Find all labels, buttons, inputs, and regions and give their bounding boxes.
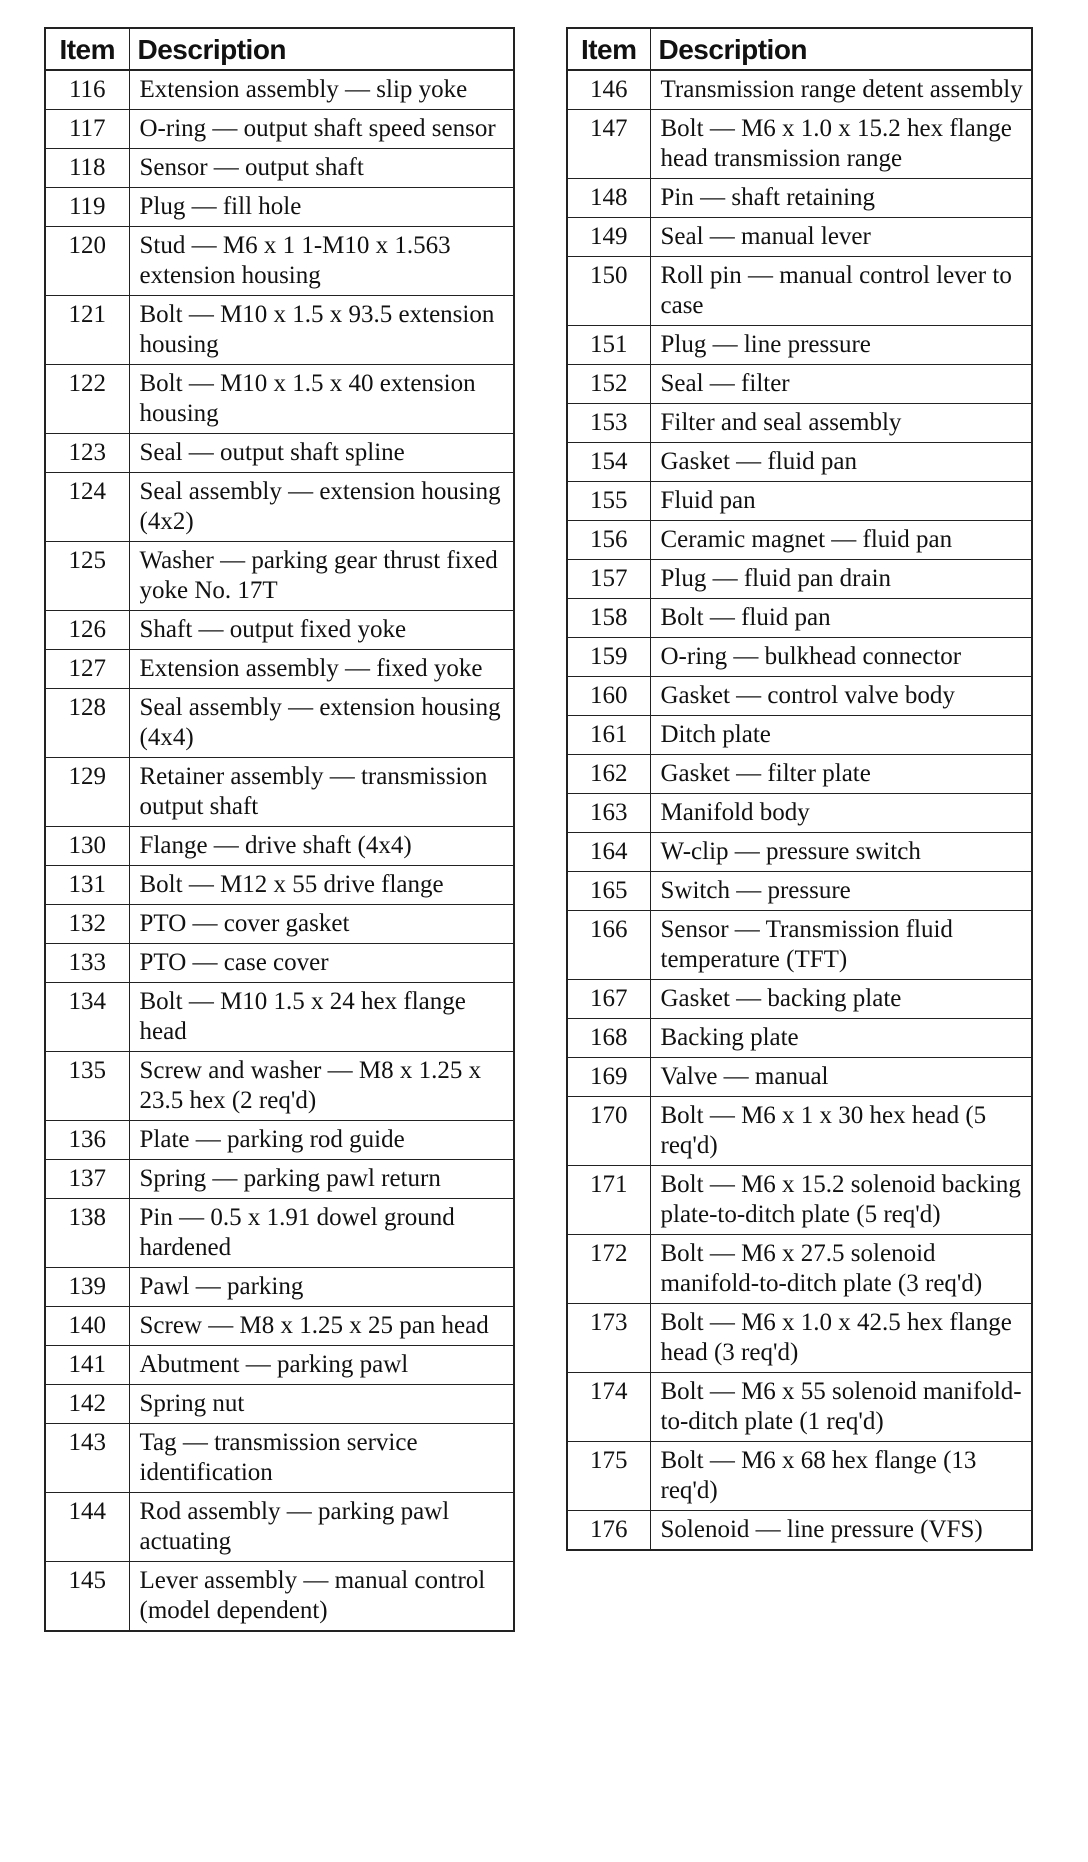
parts-table-right <box>566 27 1033 1551</box>
description-cell: Seal assembly — extension housing (4x2) <box>129 473 514 542</box>
item-number-cell: 163 <box>567 794 650 833</box>
item-number-cell: 141 <box>45 1346 129 1385</box>
description-cell: PTO — cover gasket <box>129 905 514 944</box>
table-row <box>45 1121 514 1160</box>
item-number-cell: 169 <box>567 1058 650 1097</box>
description-cell: Seal assembly — extension housing (4x4) <box>129 689 514 758</box>
item-number-cell: 126 <box>45 611 129 650</box>
table-row <box>45 188 514 227</box>
description-cell: Roll pin — manual control lever to case <box>650 257 1032 326</box>
table-row <box>45 983 514 1052</box>
item-number-cell: 171 <box>567 1166 650 1235</box>
item-number-cell: 147 <box>567 110 650 179</box>
table-row <box>567 482 1032 521</box>
description-cell: Backing plate <box>650 1019 1032 1058</box>
item-number-cell: 168 <box>567 1019 650 1058</box>
description-cell: Gasket — filter plate <box>650 755 1032 794</box>
table-row <box>45 70 514 110</box>
description-cell: Retainer assembly — transmission output shaft <box>129 758 514 827</box>
item-number-cell: 158 <box>567 599 650 638</box>
description-column-header: Description <box>650 28 1032 70</box>
item-number-cell: 122 <box>45 365 129 434</box>
description-cell: Spring nut <box>129 1385 514 1424</box>
description-cell: Valve — manual <box>650 1058 1032 1097</box>
table-header-row <box>567 28 1032 70</box>
description-column-header: Description <box>129 28 514 70</box>
table-row <box>567 70 1032 110</box>
table-row <box>567 1442 1032 1511</box>
description-cell: Bolt — M6 x 68 hex flange (13 req'd) <box>650 1442 1032 1511</box>
description-cell: Ceramic magnet — fluid pan <box>650 521 1032 560</box>
table-row <box>45 689 514 758</box>
table-row <box>45 827 514 866</box>
item-number-cell: 136 <box>45 1121 129 1160</box>
description-cell: Seal — manual lever <box>650 218 1032 257</box>
table-row <box>567 1097 1032 1166</box>
item-number-cell: 132 <box>45 905 129 944</box>
description-cell: Bolt — M12 x 55 drive flange <box>129 866 514 905</box>
table-row <box>45 296 514 365</box>
item-number-cell: 160 <box>567 677 650 716</box>
table-row <box>567 872 1032 911</box>
item-number-cell: 124 <box>45 473 129 542</box>
table-row <box>567 1511 1032 1551</box>
table-row <box>567 521 1032 560</box>
table-row <box>45 434 514 473</box>
item-number-cell: 156 <box>567 521 650 560</box>
table-row <box>567 716 1032 755</box>
description-cell: Bolt — M10 1.5 x 24 hex flange head <box>129 983 514 1052</box>
item-number-cell: 155 <box>567 482 650 521</box>
description-cell: Gasket — fluid pan <box>650 443 1032 482</box>
description-cell: Stud — M6 x 1 1-M10 x 1.563 extension housing <box>129 227 514 296</box>
item-number-cell: 162 <box>567 755 650 794</box>
item-number-cell: 143 <box>45 1424 129 1493</box>
item-number-cell: 140 <box>45 1307 129 1346</box>
description-cell: O-ring — bulkhead connector <box>650 638 1032 677</box>
item-number-cell: 164 <box>567 833 650 872</box>
item-number-cell: 167 <box>567 980 650 1019</box>
item-number-cell: 116 <box>45 70 129 110</box>
item-number-cell: 125 <box>45 542 129 611</box>
description-cell: Spring — parking pawl return <box>129 1160 514 1199</box>
description-cell: Pin — shaft retaining <box>650 179 1032 218</box>
parts-table-left <box>44 27 515 1632</box>
item-number-cell: 131 <box>45 866 129 905</box>
item-number-cell: 172 <box>567 1235 650 1304</box>
description-cell: Flange — drive shaft (4x4) <box>129 827 514 866</box>
table-row <box>567 980 1032 1019</box>
item-number-cell: 130 <box>45 827 129 866</box>
description-cell: Bolt — M6 x 55 solenoid manifold-to-ditch plate (1 req'd) <box>650 1373 1032 1442</box>
item-number-cell: 157 <box>567 560 650 599</box>
table-row <box>45 149 514 188</box>
description-cell: Lever assembly — manual control (model dependent) <box>129 1562 514 1632</box>
item-number-cell: 121 <box>45 296 129 365</box>
description-cell: Extension assembly — slip yoke <box>129 70 514 110</box>
description-cell: Bolt — M10 x 1.5 x 40 extension housing <box>129 365 514 434</box>
table-header-row <box>45 28 514 70</box>
description-cell: Gasket — control valve body <box>650 677 1032 716</box>
item-number-cell: 153 <box>567 404 650 443</box>
table-row <box>567 1235 1032 1304</box>
description-cell: Fluid pan <box>650 482 1032 521</box>
description-cell: O-ring — output shaft speed sensor <box>129 110 514 149</box>
description-cell: Filter and seal assembly <box>650 404 1032 443</box>
table-row <box>567 1058 1032 1097</box>
item-number-cell: 128 <box>45 689 129 758</box>
item-number-cell: 134 <box>45 983 129 1052</box>
item-number-cell: 123 <box>45 434 129 473</box>
table-row <box>45 473 514 542</box>
table-row <box>567 599 1032 638</box>
item-number-cell: 146 <box>567 70 650 110</box>
item-number-cell: 133 <box>45 944 129 983</box>
table-row <box>567 443 1032 482</box>
description-cell: Bolt — M6 x 1 x 30 hex head (5 req'd) <box>650 1097 1032 1166</box>
description-cell: Tag — transmission service identification <box>129 1424 514 1493</box>
table-row <box>45 905 514 944</box>
description-cell: Bolt — M6 x 15.2 solenoid backing plate-to-ditch plate (5 req'd) <box>650 1166 1032 1235</box>
table-row <box>45 1199 514 1268</box>
description-cell: Pawl — parking <box>129 1268 514 1307</box>
description-cell: Screw — M8 x 1.25 x 25 pan head <box>129 1307 514 1346</box>
table-row <box>45 1493 514 1562</box>
description-cell: Gasket — backing plate <box>650 980 1032 1019</box>
description-cell: Ditch plate <box>650 716 1032 755</box>
item-number-cell: 145 <box>45 1562 129 1632</box>
item-number-cell: 166 <box>567 911 650 980</box>
item-number-cell: 144 <box>45 1493 129 1562</box>
item-number-cell: 159 <box>567 638 650 677</box>
table-row <box>45 1385 514 1424</box>
description-cell: Bolt — M6 x 1.0 x 15.2 hex flange head transmission range <box>650 110 1032 179</box>
description-cell: Rod assembly — parking pawl actuating <box>129 1493 514 1562</box>
description-cell: Seal — filter <box>650 365 1032 404</box>
table-row <box>45 1307 514 1346</box>
table-row <box>45 758 514 827</box>
item-number-cell: 135 <box>45 1052 129 1121</box>
table-row <box>567 638 1032 677</box>
item-number-cell: 127 <box>45 650 129 689</box>
table-row <box>45 110 514 149</box>
table-row <box>567 110 1032 179</box>
item-number-cell: 120 <box>45 227 129 296</box>
table-row <box>45 1052 514 1121</box>
table-row <box>45 866 514 905</box>
description-cell: Plug — fill hole <box>129 188 514 227</box>
item-number-cell: 152 <box>567 365 650 404</box>
table-row <box>45 1160 514 1199</box>
table-row <box>567 1019 1032 1058</box>
table-row <box>567 257 1032 326</box>
description-cell: Bolt — fluid pan <box>650 599 1032 638</box>
table-row <box>567 911 1032 980</box>
description-cell: Washer — parking gear thrust fixed yoke No. 17T <box>129 542 514 611</box>
description-cell: Bolt — M6 x 27.5 solenoid manifold-to-ditch plate (3 req'd) <box>650 1235 1032 1304</box>
item-number-cell: 176 <box>567 1511 650 1551</box>
item-number-cell: 118 <box>45 149 129 188</box>
table-row <box>45 542 514 611</box>
item-number-cell: 170 <box>567 1097 650 1166</box>
table-row <box>45 1268 514 1307</box>
description-cell: Transmission range detent assembly <box>650 70 1032 110</box>
table-row <box>45 365 514 434</box>
item-number-cell: 150 <box>567 257 650 326</box>
table-row <box>567 1166 1032 1235</box>
description-cell: Abutment — parking pawl <box>129 1346 514 1385</box>
item-number-cell: 161 <box>567 716 650 755</box>
description-cell: Extension assembly — fixed yoke <box>129 650 514 689</box>
table-row <box>567 365 1032 404</box>
table-row <box>45 1346 514 1385</box>
description-cell: Bolt — M10 x 1.5 x 93.5 extension housing <box>129 296 514 365</box>
description-cell: Solenoid — line pressure (VFS) <box>650 1511 1032 1551</box>
description-cell: Sensor — Transmission fluid temperature (TFT) <box>650 911 1032 980</box>
description-cell: Manifold body <box>650 794 1032 833</box>
item-number-cell: 129 <box>45 758 129 827</box>
item-number-cell: 165 <box>567 872 650 911</box>
item-number-cell: 151 <box>567 326 650 365</box>
description-cell: Screw and washer — M8 x 1.25 x 23.5 hex (2 req'd) <box>129 1052 514 1121</box>
item-number-cell: 154 <box>567 443 650 482</box>
description-cell: Bolt — M6 x 1.0 x 42.5 hex flange head (3 req'd) <box>650 1304 1032 1373</box>
item-number-cell: 175 <box>567 1442 650 1511</box>
table-row <box>567 560 1032 599</box>
item-number-cell: 173 <box>567 1304 650 1373</box>
table-row <box>45 1424 514 1493</box>
description-cell: Plug — line pressure <box>650 326 1032 365</box>
table-row <box>45 944 514 983</box>
item-number-cell: 142 <box>45 1385 129 1424</box>
description-cell: Shaft — output fixed yoke <box>129 611 514 650</box>
table-row <box>567 404 1032 443</box>
table-row <box>567 794 1032 833</box>
item-column-header: Item <box>567 28 650 70</box>
item-number-cell: 149 <box>567 218 650 257</box>
item-number-cell: 174 <box>567 1373 650 1442</box>
item-number-cell: 139 <box>45 1268 129 1307</box>
description-cell: Plug — fluid pan drain <box>650 560 1032 599</box>
item-number-cell: 148 <box>567 179 650 218</box>
item-number-cell: 119 <box>45 188 129 227</box>
table-row <box>45 650 514 689</box>
table-row <box>45 611 514 650</box>
description-cell: Pin — 0.5 x 1.91 dowel ground hardened <box>129 1199 514 1268</box>
description-cell: Plate — parking rod guide <box>129 1121 514 1160</box>
description-cell: Switch — pressure <box>650 872 1032 911</box>
item-number-cell: 117 <box>45 110 129 149</box>
table-row <box>45 227 514 296</box>
description-cell: Sensor — output shaft <box>129 149 514 188</box>
item-column-header: Item <box>45 28 129 70</box>
table-row <box>567 326 1032 365</box>
item-number-cell: 138 <box>45 1199 129 1268</box>
item-number-cell: 137 <box>45 1160 129 1199</box>
description-cell: W-clip — pressure switch <box>650 833 1032 872</box>
table-row <box>567 1373 1032 1442</box>
table-row <box>567 179 1032 218</box>
table-row <box>567 833 1032 872</box>
table-row <box>567 1304 1032 1373</box>
table-row <box>567 677 1032 716</box>
table-row <box>567 755 1032 794</box>
table-row <box>567 218 1032 257</box>
description-cell: PTO — case cover <box>129 944 514 983</box>
table-row <box>45 1562 514 1632</box>
description-cell: Seal — output shaft spline <box>129 434 514 473</box>
